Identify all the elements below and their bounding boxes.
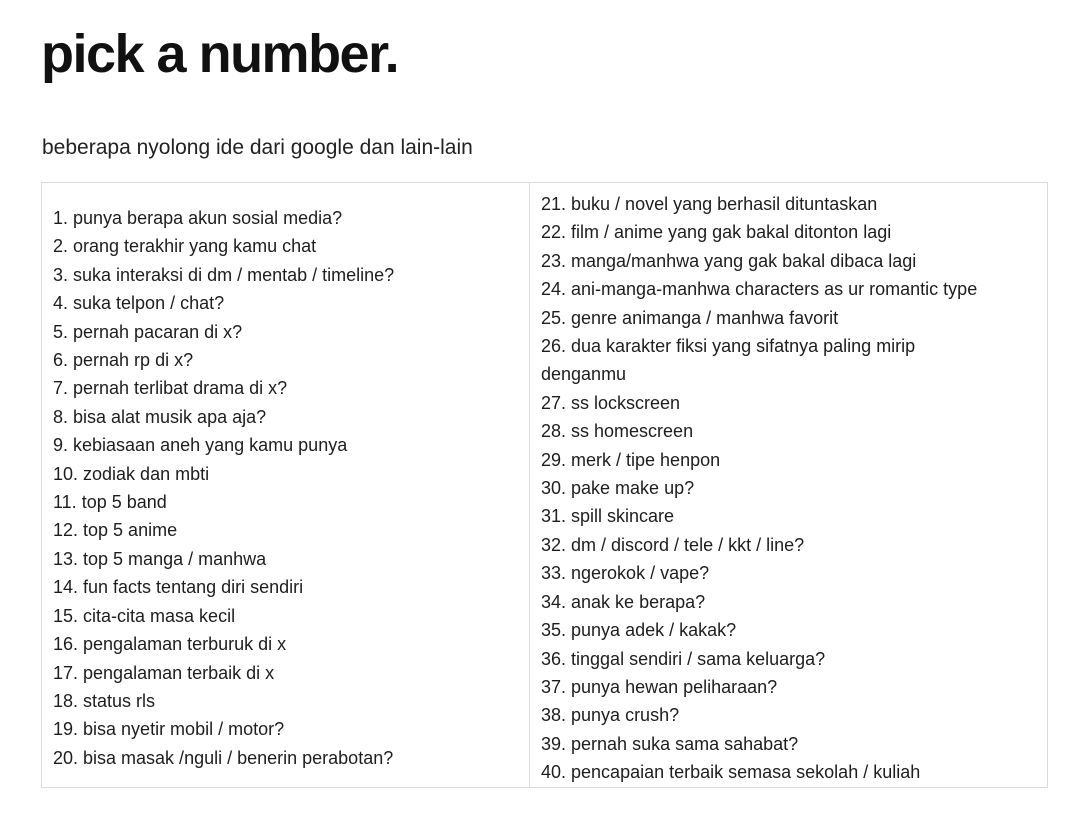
questions-column-left (42, 183, 530, 787)
question-item: 26. dua karakter fiksi yang sifatnya paling mirip denganmu (541, 336, 916, 385)
questions-list-left (53, 204, 529, 772)
question-item: 37. punya hewan peliharaan? (541, 676, 778, 697)
question-item: 11. top 5 band (53, 492, 167, 513)
question-item: 40. pencapaian terbaik semasa sekolah / kuliah (541, 762, 921, 783)
page-title: pick a number. (41, 24, 399, 84)
question-item: 39. pernah suka sama sahabat? (541, 733, 799, 754)
question-item: 38. punya crush? (541, 705, 680, 726)
question-item: 33. ngerokok / vape? (541, 563, 710, 584)
question-item: 22. film / anime yang gak bakal ditonton lagi (541, 222, 892, 243)
question-item: 17. pengalaman terbaik di x (53, 662, 275, 683)
question-item: 12. top 5 anime (53, 520, 178, 541)
question-item: 34. anak ke berapa? (541, 591, 706, 612)
question-item: 15. cita-cita masa kecil (53, 605, 236, 626)
question-item: 16. pengalaman terburuk di x (53, 634, 287, 655)
question-item: 9. kebiasaan aneh yang kamu punya (53, 435, 348, 456)
question-item: 23. manga/manhwa yang gak bakal dibaca lagi (541, 250, 917, 271)
questions-column-right (530, 183, 1047, 787)
question-item: 2. orang terakhir yang kamu chat (53, 236, 317, 257)
question-item: 31. spill skincare (541, 506, 675, 527)
question-item: 21. buku / novel yang berhasil dituntaskan (541, 194, 878, 214)
question-item: 32. dm / discord / tele / kkt / line? (541, 534, 805, 555)
question-item: 5. pernah pacaran di x? (53, 321, 243, 342)
question-item: 35. punya adek / kakak? (541, 620, 737, 641)
page-subtitle: beberapa nyolong ide dari google dan lain-lain (42, 136, 473, 159)
question-item: 28. ss homescreen (541, 421, 694, 442)
questions-list-right (541, 190, 1047, 787)
question-item: 1. punya berapa akun sosial media? (53, 208, 343, 228)
question-item: 19. bisa nyetir mobil / motor? (53, 719, 285, 740)
question-item: 24. ani-manga-manhwa characters as ur romantic type (541, 279, 978, 300)
questions-table (41, 182, 1048, 788)
question-item: 4. suka telpon / chat? (53, 293, 225, 314)
question-item: 8. bisa alat musik apa aja? (53, 406, 267, 427)
question-item: 30. pake make up? (541, 478, 695, 499)
question-item: 3. suka interaksi di dm / mentab / timeline? (53, 264, 395, 285)
question-item: 13. top 5 manga / manhwa (53, 548, 267, 569)
question-item: 14. fun facts tentang diri sendiri (53, 577, 304, 598)
question-item: 18. status rls (53, 690, 156, 711)
question-item: 29. merk / tipe henpon (541, 449, 721, 470)
question-item: 7. pernah terlibat drama di x? (53, 378, 288, 399)
question-item: 6. pernah rp di x? (53, 350, 194, 371)
question-item: 36. tinggal sendiri / sama keluarga? (541, 648, 826, 669)
question-item: 27. ss lockscreen (541, 392, 681, 413)
question-item: 25. genre animanga / manhwa favorit (541, 307, 839, 328)
question-item: 20. bisa masak /nguli / benerin perabotan? (53, 747, 394, 768)
question-item: 10. zodiak dan mbti (53, 463, 210, 484)
